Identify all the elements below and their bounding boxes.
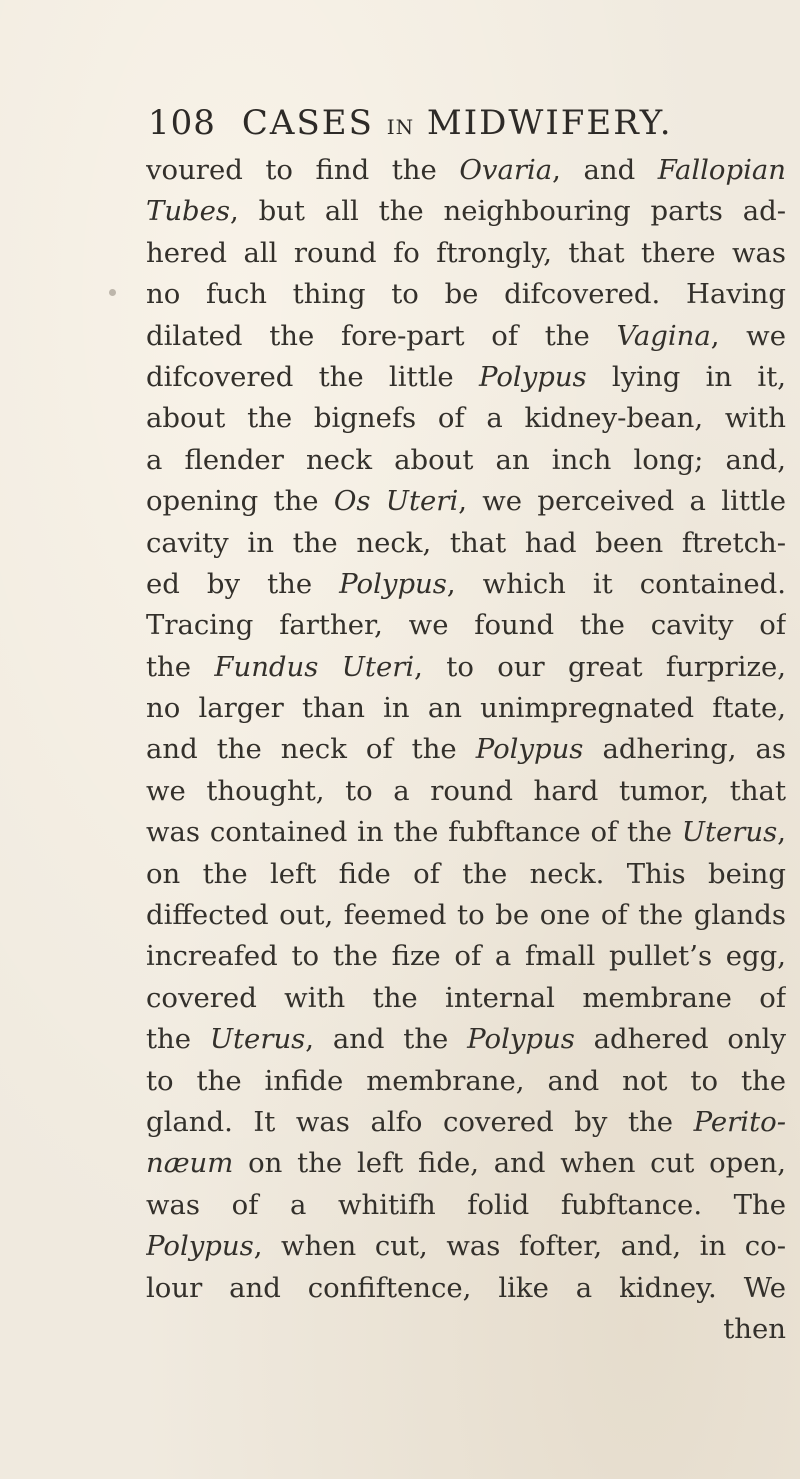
text-run: lour and confiftence, like a kidney. We: [146, 1271, 786, 1304]
text-run: no fuch thing to be difcovered. Having: [146, 278, 786, 311]
italic-term: Polypus: [475, 733, 584, 766]
text-line: [146, 523, 786, 564]
text-run: adhered only: [574, 1023, 786, 1056]
running-head-small: IN: [386, 115, 415, 139]
text-line: [146, 729, 786, 770]
text-run: gland. It was alfo covered by the: [146, 1105, 694, 1138]
text-run: opening the: [146, 485, 334, 518]
text-run: covered with the internal membrane of: [146, 981, 786, 1014]
text-run: diffected out, feemed to be one of the glands: [146, 899, 786, 932]
text-line: [146, 150, 786, 191]
text-line: [146, 812, 786, 853]
italic-term: Os Uteri: [333, 485, 459, 518]
italic-term: Fallopian: [657, 154, 786, 186]
italic-term: Vagina: [616, 319, 711, 352]
italic-term: Tubes: [146, 195, 231, 228]
text-run: ,: [777, 816, 786, 849]
page-number: 108: [148, 103, 216, 143]
text-run: , when cut, was fofter, and, in co-: [253, 1230, 786, 1263]
text-line: [146, 854, 786, 895]
text-run: about the bignefs of a kidney-bean, with: [146, 402, 786, 435]
text-run: voured to find the: [146, 154, 460, 186]
text-run: we thought, to a round hard tumor, that: [146, 774, 786, 807]
text-run: on the left fide of the neck. This being: [146, 857, 786, 890]
text-run: Tracing farther, we found the cavity of: [146, 609, 786, 642]
text-run: , but all the neighbouring parts ad-: [230, 195, 786, 228]
italic-term: Polypus: [339, 567, 447, 600]
text-run: to the infide membrane, and not to the: [146, 1064, 786, 1097]
text-run: , to our great furprize,: [414, 650, 786, 683]
text-run: , and the: [305, 1023, 468, 1056]
text-run: hered all round fo ftrongly, that there was: [146, 236, 786, 269]
text-run: increafed to the fize of a fmall pullet’s egg,: [146, 940, 786, 973]
text-run: cavity in the neck, that had been ftretch-: [146, 526, 786, 559]
text-line: [146, 647, 786, 688]
text-line: [146, 1102, 786, 1143]
text-line: [146, 316, 786, 357]
text-line: [146, 978, 786, 1019]
text-run: dilated the fore-part of the: [146, 319, 617, 352]
text-line: [146, 1226, 786, 1267]
text-run: difcovered the little: [146, 360, 479, 393]
text-line: [146, 688, 786, 729]
italic-term: Uterus: [681, 816, 778, 849]
text-line: [146, 895, 786, 936]
italic-term: Uterus: [209, 1023, 306, 1056]
text-line: [146, 936, 786, 977]
text-line: [146, 440, 786, 481]
text-run: ed by the: [146, 567, 340, 600]
italic-term: Fundus Uteri: [214, 650, 415, 683]
text-run: no larger than in an unimpregnated ftate,: [146, 692, 786, 725]
italic-term: Perito-: [693, 1105, 786, 1138]
text-run: , we: [710, 319, 786, 352]
text-line: [146, 1061, 786, 1102]
text-run: the: [146, 650, 215, 683]
text-line: [146, 274, 786, 315]
text-run: was contained in the fubftance of the: [146, 816, 682, 849]
body-text: [146, 150, 786, 1350]
text-run: and the neck of the: [146, 733, 476, 766]
running-head-part: MIDWIFERY.: [414, 103, 673, 143]
text-run: , and: [552, 154, 658, 186]
text-line: [146, 1019, 786, 1060]
italic-term: Polypus: [478, 360, 587, 393]
text-run: then: [723, 1312, 786, 1345]
text-run: on the left fide, and when cut open,: [233, 1147, 786, 1180]
text-line: [146, 1185, 786, 1226]
text-run: lying in it,: [586, 360, 786, 393]
ink-speck: [109, 289, 116, 296]
italic-term: Polypus: [146, 1230, 254, 1263]
running-head: [242, 94, 673, 156]
text-line: [146, 398, 786, 439]
text-line: [146, 564, 786, 605]
text-run: a flender neck about an inch long; and,: [146, 443, 786, 476]
text-line: [146, 1309, 786, 1350]
text-run: adhering, as: [583, 733, 786, 766]
text-line: [146, 357, 786, 398]
text-run: the: [146, 1023, 210, 1056]
italic-term: næum: [146, 1147, 234, 1180]
text-line: [146, 481, 786, 522]
text-line: [146, 233, 786, 274]
text-line: [146, 605, 786, 646]
text-line: [146, 191, 786, 232]
italic-term: Polypus: [467, 1023, 575, 1056]
italic-term: Ovaria: [459, 154, 553, 186]
running-head-part: CASES: [241, 103, 387, 143]
text-run: , we perceived a little: [458, 485, 786, 518]
text-line: [146, 1143, 786, 1184]
page-header: [148, 94, 768, 152]
text-line: [146, 771, 786, 812]
text-line: [146, 1268, 786, 1309]
text-run: , which it contained.: [446, 567, 786, 600]
text-run: was of a whitifh folid fubftance. The: [146, 1188, 786, 1221]
